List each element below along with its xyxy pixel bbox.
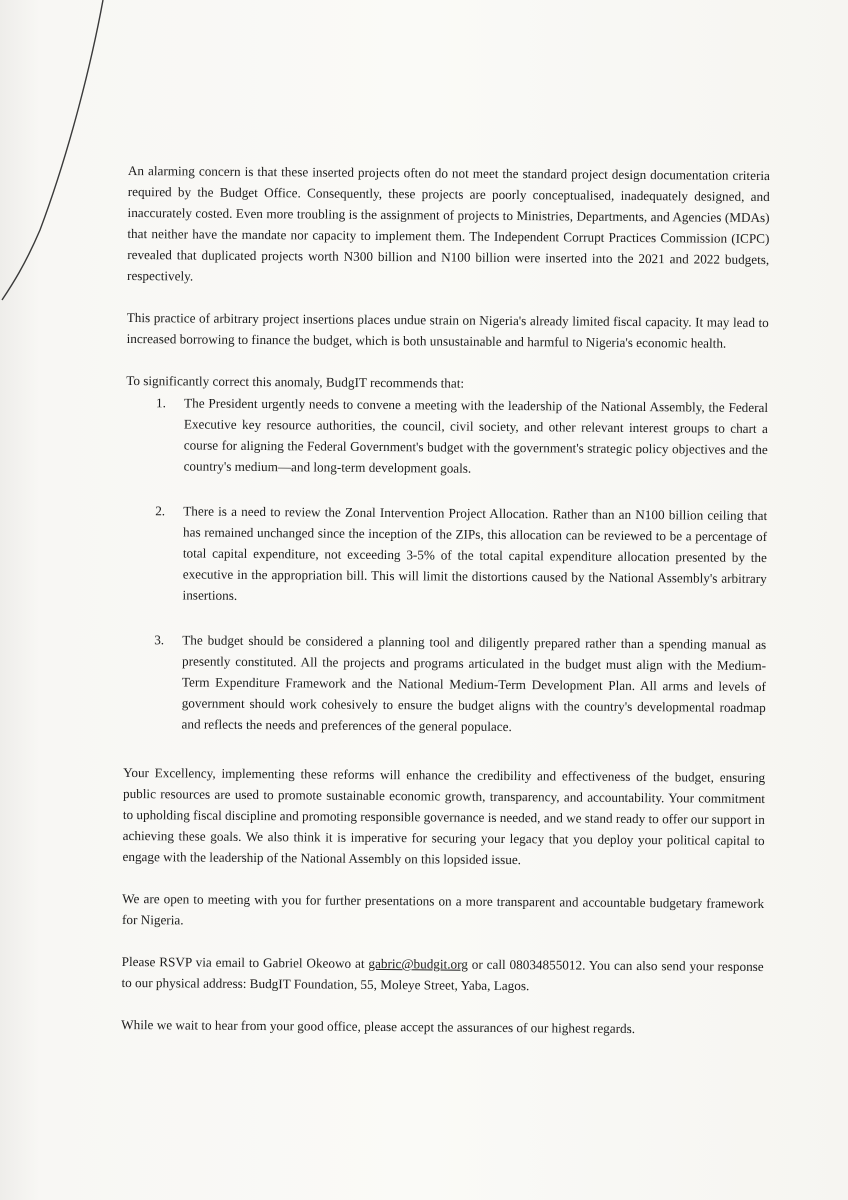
- recommendation-text: The budget should be considered a planning tool and diligently prepared rather than a spending manual as presently constituted. All the projects and programs articulated in the budget must align with the Medium-Term Expenditure Framework and the National Medium-Term Development Plan. All arms and levels of government should work cohesively to ensure the budget aligns with the country's developmental roadmap and reflects the needs and preferences of the general populace.: [181, 632, 767, 735]
- recommendation-text: The President urgently needs to convene a meeting with the leadership of the National Assembly, the Federal Executive key resource authorities, the council, civil society, and other relevant interest groups to chart a course for aligning the Federal Government's budget with the government's strategic policy objectives and the country's medium—and long-term development goals.: [183, 395, 769, 476]
- rsvp-email-link[interactable]: gabric@budgit.org: [368, 955, 468, 972]
- paragraph-rsvp: [121, 951, 763, 998]
- recommendation-number: 3.: [154, 632, 165, 648]
- rsvp-text-after: or call 08034855012. You can also send your response to our physical address: BudgIT Foundation, 55, Moleye Street, Yaba, Lagos.: [121, 956, 764, 994]
- paragraph-open-to-meeting: We are open to meeting with you for further presentations on a more transparent and accountable budgetary framework for Nigeria.: [121, 890, 765, 928]
- recommendation-number: 2.: [155, 503, 166, 519]
- recommendation-text: There is a need to review the Zonal Intervention Project Allocation. Rather than an N100 billion ceiling that has remained unchanged since the inception of the ZIPs, this allocation can be reviewed to be a percentage of total capital expenditure, not exceeding 3-5% of the total capital expenditure allocation presented by the executive in the appropriation bill. This will limit the distortions caused by the National Assembly's arbitrary insertions.: [182, 503, 768, 603]
- rsvp-text-before: Please RSVP via email to Gabriel Okeowo at: [121, 953, 369, 971]
- paragraph-closing-regards: While we wait to hear from your good office, please accept the assurances of our highest regards.: [121, 1016, 636, 1037]
- recommendations-intro: To significantly correct this anomaly, BudgIT recommends that:: [126, 372, 465, 391]
- recommendation-item: [125, 500, 768, 610]
- recommendation-number: 1.: [156, 395, 167, 411]
- recommendations-list: [123, 392, 768, 739]
- letter-body: [121, 160, 770, 1061]
- paragraph-excellency-appeal: Your Excellency, implementing these reforms will enhance the credibility and effectiveness of the budget, ensuring public resources are used to promote sustainable economic growth, transparency, and accountability. Your commitment to upholding fiscal discipline and promoting responsible governance is needed, and we stand ready to offer our support in achieving these goals. We also think it is imperative for securing your legacy that you deploy your political capital to engage with the leadership of the National Assembly on this lopsided issue.: [122, 764, 766, 868]
- paragraph-fiscal-strain: This practice of arbitrary project insertions places undue strain on Nigeria's already limited fiscal capacity. It may lead to increased borrowing to finance the budget, which is both unsustainable and harmful to Nigeria's economic health.: [126, 309, 769, 351]
- recommendation-item: [123, 629, 766, 739]
- paragraph-project-insertions: An alarming concern is that these inserted projects often do not meet the standard project design documentation criteria required by the Budget Office. Consequently, these projects are poorly conceptualised, inadequately designed, and inaccurately costed. Even more troubling is the assignment of projects to Ministries, Departments, and Agencies (MDAs) that neither have the mandate nor capacity to implement them. The Independent Corrupt Practices Commission (ICPC) revealed that duplicated projects worth N300 billion and N100 billion were inserted into the 2021 and 2022 budgets, respectively.: [127, 162, 770, 284]
- recommendation-item: [126, 392, 769, 481]
